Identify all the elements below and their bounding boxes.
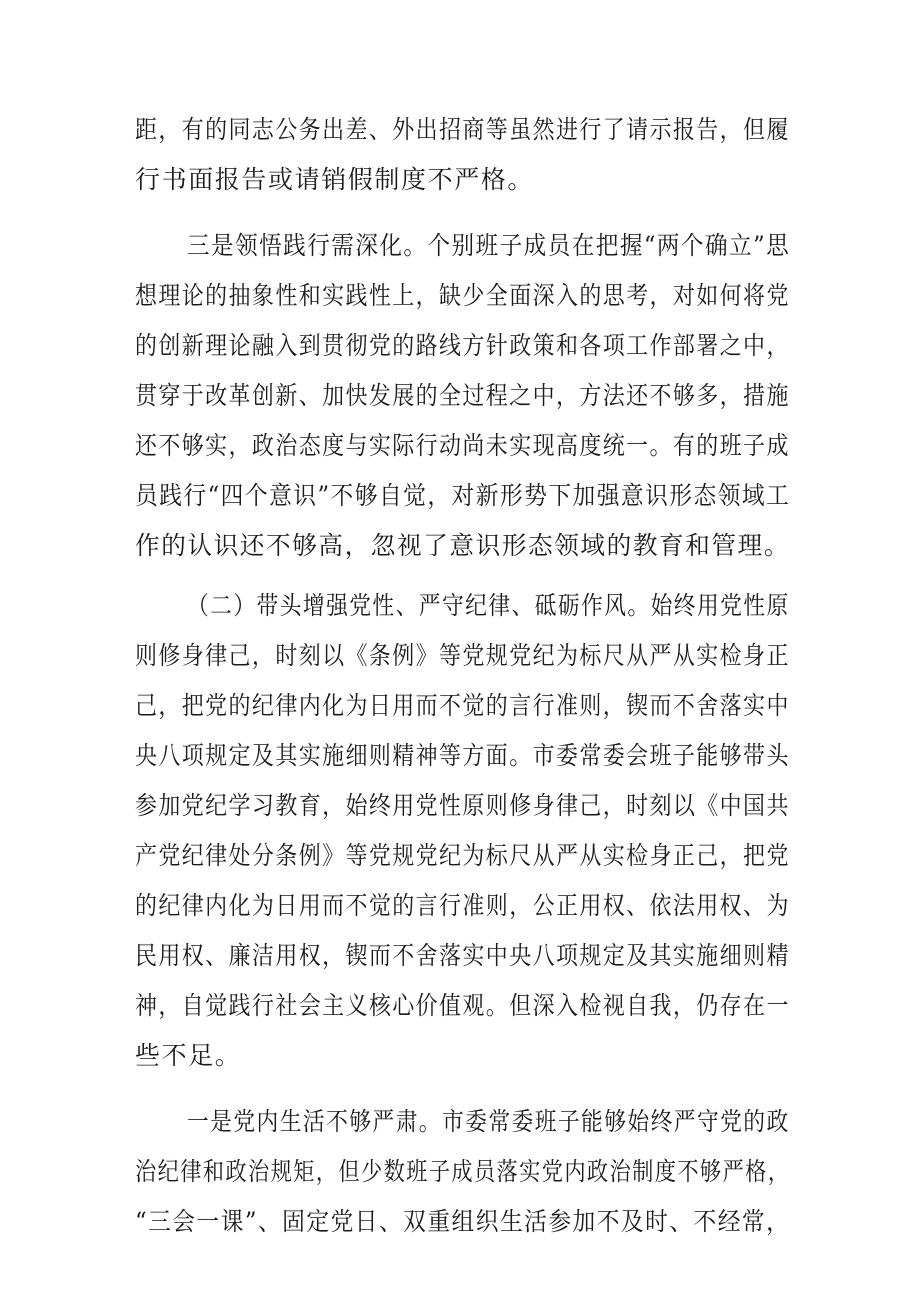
text-line: 神，自觉践行社会主义核心价值观。但深入检视自我，仍存在一 bbox=[135, 991, 790, 1020]
text-line: 想理论的抽象性和实践性上，缺少全面深入的思考，对如何将党 bbox=[135, 281, 790, 310]
text-line: 还不够实，政治态度与实际行动尚未实现高度统一。有的班子成 bbox=[135, 431, 790, 460]
text-line: 己，把党的纪律内化为日用而不觉的言行准则，锲而不舍落实中 bbox=[135, 691, 790, 720]
text-line: “三会一课”、固定党日、双重组织生活参加不及时、不经常， bbox=[135, 1207, 791, 1236]
text-line: 参加党纪学习教育，始终用党性原则修身律己，时刻以《中国共 bbox=[135, 791, 790, 820]
text-line: 三是领悟践行需深化。个别班子成员在把握“两个确立”思 bbox=[187, 231, 791, 260]
text-line: 则修身律己，时刻以《条例》等党规党纪为标尺从严从实检身正 bbox=[135, 641, 790, 670]
text-line: 产党纪律处分条例》等党规党纪为标尺从严从实检身正己，把党 bbox=[135, 841, 790, 870]
text-line: 贯穿于改革创新、加快发展的全过程之中，方法还不够多，措施 bbox=[135, 381, 790, 410]
text-line: 作的认识还不够高，忽视了意识形态领域的教育和管理。 bbox=[135, 531, 791, 560]
text-line: 员践行“四个意识”不够自觉，对新形势下加强意识形态领域工 bbox=[135, 481, 791, 510]
text-line: 一是党内生活不够严肃。市委常委班子能够始终严守党的政 bbox=[187, 1107, 790, 1136]
text-line: 距，有的同志公务出差、外出招商等虽然进行了请示报告，但履 bbox=[135, 115, 790, 144]
text-line: 治纪律和政治规矩，但少数班子成员落实党内政治制度不够严格， bbox=[135, 1157, 791, 1186]
text-line: 的纪律内化为日用而不觉的言行准则，公正用权、依法用权、为 bbox=[135, 891, 790, 920]
text-line: 些不足。 bbox=[135, 1041, 242, 1070]
text-line: （二）带头增强党性、严守纪律、砥砺作风。始终用党性原 bbox=[187, 591, 790, 620]
text-line: 民用权、廉洁用权，锲而不舍落实中央八项规定及其实施细则精 bbox=[135, 941, 790, 970]
text-line: 行书面报告或请销假制度不严格。 bbox=[135, 165, 535, 194]
text-line: 央八项规定及其实施细则精神等方面。市委常委会班子能够带头 bbox=[135, 741, 790, 770]
text-line: 的创新理论融入到贯彻党的路线方针政策和各项工作部署之中， bbox=[135, 331, 790, 360]
